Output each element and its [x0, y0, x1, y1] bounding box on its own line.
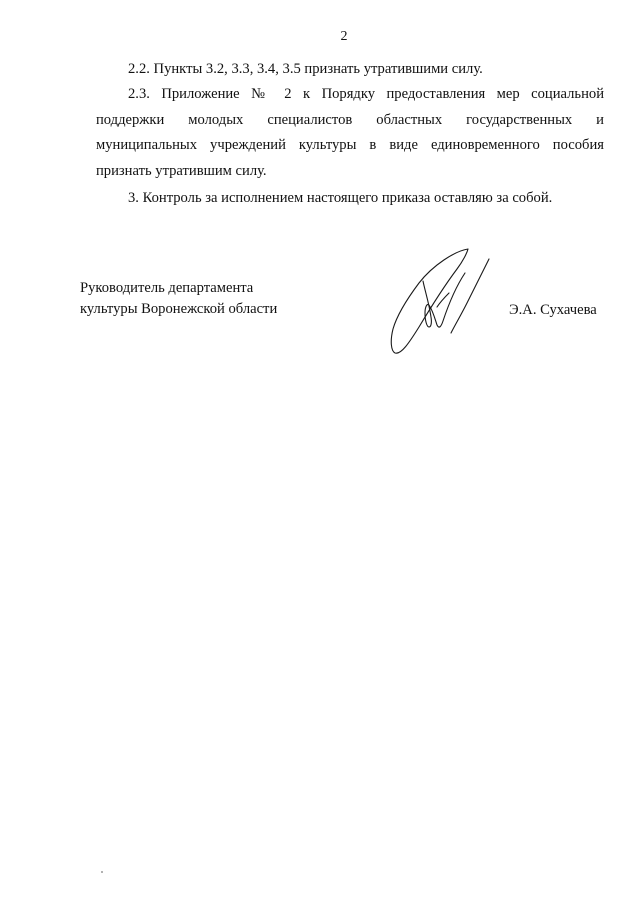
paragraph-2-3: 2.3. Приложение № 2 к Порядку предоставления мер социальной поддержки молодых специалистов областных государственных и муниципальных учреждений культуры в виде единовременного пособия признать утратившим силу.: [96, 86, 604, 179]
page-number: 2: [340, 29, 348, 44]
paragraph-3: 3. Контроль за исполнением настоящего приказа оставляю за собой.: [128, 190, 553, 206]
signatory-position-line-2: культуры Воронежской области: [80, 301, 278, 317]
paragraph-2-2: 2.2. Пункты 3.2, 3.3, 3.4, 3.5 признать утратившими силу.: [128, 61, 483, 77]
signatory-position: [80, 278, 277, 320]
signatory-name: Э.А. Сухачева: [509, 302, 597, 318]
handwritten-signature: [385, 243, 497, 358]
signatory-position-line-1: Руководитель департамента: [80, 280, 254, 296]
scan-speck: [101, 871, 103, 873]
